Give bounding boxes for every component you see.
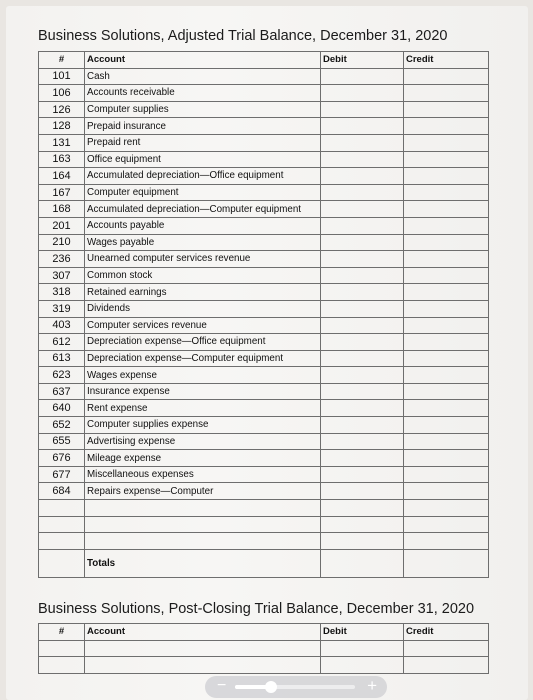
account-name <box>85 516 321 533</box>
credit-cell[interactable] <box>404 500 489 517</box>
account-number: 168 <box>39 201 85 218</box>
header-credit: Credit <box>404 52 489 69</box>
credit-cell[interactable] <box>404 450 489 467</box>
credit-cell[interactable] <box>404 184 489 201</box>
table-row <box>39 251 489 268</box>
debit-cell[interactable] <box>321 118 404 135</box>
account-name: Miscellaneous expenses <box>85 466 321 483</box>
debit-cell[interactable] <box>321 383 404 400</box>
account-number: 131 <box>39 134 85 151</box>
credit-cell[interactable] <box>404 350 489 367</box>
credit-cell[interactable] <box>404 334 489 351</box>
header-account: Account <box>85 624 321 641</box>
account-name[interactable] <box>85 640 321 657</box>
table-row <box>39 657 489 674</box>
debit-cell[interactable] <box>321 68 404 85</box>
table-row <box>39 118 489 135</box>
table-row <box>39 201 489 218</box>
account-number: 307 <box>39 267 85 284</box>
debit-cell[interactable] <box>321 483 404 500</box>
account-name: Office equipment <box>85 151 321 168</box>
header-debit: Debit <box>321 52 404 69</box>
table-row <box>39 483 489 500</box>
account-number <box>39 657 85 674</box>
credit-cell[interactable] <box>404 516 489 533</box>
account-name: Cash <box>85 68 321 85</box>
header-account: Account <box>85 52 321 69</box>
totals-number <box>39 549 85 577</box>
account-number: 652 <box>39 417 85 434</box>
account-name: Prepaid rent <box>85 134 321 151</box>
credit-cell[interactable] <box>404 68 489 85</box>
account-name <box>85 500 321 517</box>
credit-cell[interactable] <box>404 134 489 151</box>
credit-cell[interactable] <box>404 201 489 218</box>
credit-cell[interactable] <box>404 300 489 317</box>
account-number: 128 <box>39 118 85 135</box>
account-name: Accumulated depreciation—Office equipment <box>85 168 321 185</box>
account-name: Depreciation expense—Office equipment <box>85 334 321 351</box>
account-number <box>39 516 85 533</box>
account-number: 613 <box>39 350 85 367</box>
debit-cell[interactable] <box>321 134 404 151</box>
account-number <box>39 533 85 550</box>
debit-cell[interactable] <box>321 300 404 317</box>
credit-cell[interactable] <box>404 483 489 500</box>
table-row <box>39 134 489 151</box>
account-name: Prepaid insurance <box>85 118 321 135</box>
credit-cell[interactable] <box>404 267 489 284</box>
account-name: Unearned computer services revenue <box>85 251 321 268</box>
table-header-row <box>39 52 489 69</box>
table-row <box>39 400 489 417</box>
credit-cell[interactable] <box>404 400 489 417</box>
account-name: Computer supplies <box>85 101 321 118</box>
credit-cell[interactable] <box>404 533 489 550</box>
debit-cell[interactable] <box>321 640 404 657</box>
account-name: Advertising expense <box>85 433 321 450</box>
debit-cell[interactable] <box>321 184 404 201</box>
account-number: 106 <box>39 85 85 102</box>
account-name[interactable] <box>85 657 321 674</box>
account-name: Accounts receivable <box>85 85 321 102</box>
account-number: 655 <box>39 433 85 450</box>
account-name: Computer supplies expense <box>85 417 321 434</box>
account-number: 210 <box>39 234 85 251</box>
debit-cell[interactable] <box>321 433 404 450</box>
debit-cell[interactable] <box>321 234 404 251</box>
debit-cell[interactable] <box>321 85 404 102</box>
table-row <box>39 533 489 550</box>
table-row <box>39 450 489 467</box>
debit-cell[interactable] <box>321 533 404 550</box>
credit-cell[interactable] <box>404 217 489 234</box>
table-row <box>39 68 489 85</box>
account-number: 319 <box>39 300 85 317</box>
credit-cell[interactable] <box>404 640 489 657</box>
account-number: 163 <box>39 151 85 168</box>
account-number: 677 <box>39 466 85 483</box>
account-number: 623 <box>39 367 85 384</box>
account-name: Computer services revenue <box>85 317 321 334</box>
credit-cell[interactable] <box>404 234 489 251</box>
account-number: 201 <box>39 217 85 234</box>
credit-cell[interactable] <box>404 101 489 118</box>
account-name: Computer equipment <box>85 184 321 201</box>
table-header-row <box>39 624 489 641</box>
header-number: # <box>39 624 85 641</box>
credit-cell[interactable] <box>404 284 489 301</box>
adjusted-trial-balance-title: Business Solutions, Adjusted Trial Balance, December 31, 2020 <box>38 28 448 44</box>
account-name: Rent expense <box>85 400 321 417</box>
credit-cell[interactable] <box>404 367 489 384</box>
credit-cell[interactable] <box>404 433 489 450</box>
debit-cell[interactable] <box>321 400 404 417</box>
debit-cell[interactable] <box>321 350 404 367</box>
table-row <box>39 151 489 168</box>
credit-cell[interactable] <box>404 417 489 434</box>
table-row <box>39 168 489 185</box>
adjusted-trial-balance-table <box>38 51 489 578</box>
zoom-track[interactable] <box>235 685 355 689</box>
table-row <box>39 433 489 450</box>
credit-cell[interactable] <box>404 168 489 185</box>
credit-cell[interactable] <box>404 85 489 102</box>
debit-cell[interactable] <box>321 450 404 467</box>
table-row <box>39 466 489 483</box>
debit-cell[interactable] <box>321 657 404 674</box>
account-name <box>85 533 321 550</box>
table-row <box>39 640 489 657</box>
debit-cell[interactable] <box>321 417 404 434</box>
debit-cell[interactable] <box>321 101 404 118</box>
table-row <box>39 217 489 234</box>
table-row <box>39 234 489 251</box>
debit-cell[interactable] <box>321 466 404 483</box>
account-name: Accounts payable <box>85 217 321 234</box>
zoom-slider[interactable] <box>205 676 387 698</box>
table-row <box>39 334 489 351</box>
account-number: 676 <box>39 450 85 467</box>
table-row <box>39 284 489 301</box>
account-number: 318 <box>39 284 85 301</box>
account-number: 126 <box>39 101 85 118</box>
account-name: Repairs expense—Computer <box>85 483 321 500</box>
table-row <box>39 184 489 201</box>
account-name: Dividends <box>85 300 321 317</box>
debit-cell[interactable] <box>321 267 404 284</box>
post-closing-table <box>38 623 489 674</box>
account-number: 637 <box>39 383 85 400</box>
account-name: Insurance expense <box>85 383 321 400</box>
credit-cell[interactable] <box>404 657 489 674</box>
account-number: 612 <box>39 334 85 351</box>
debit-cell[interactable] <box>321 284 404 301</box>
credit-cell[interactable] <box>404 383 489 400</box>
debit-total-cell[interactable] <box>321 549 404 577</box>
header-credit: Credit <box>404 624 489 641</box>
table-row <box>39 317 489 334</box>
account-number: 640 <box>39 400 85 417</box>
post-closing-title: Business Solutions, Post-Closing Trial Balance, December 31, 2020 <box>38 601 475 617</box>
totals-label: Totals <box>85 549 321 577</box>
table-row <box>39 383 489 400</box>
account-number: 167 <box>39 184 85 201</box>
debit-cell[interactable] <box>321 151 404 168</box>
account-number <box>39 500 85 517</box>
account-number: 236 <box>39 251 85 268</box>
account-number: 403 <box>39 317 85 334</box>
debit-cell[interactable] <box>321 168 404 185</box>
account-name: Retained earnings <box>85 284 321 301</box>
account-name: Accumulated depreciation—Computer equipment <box>85 201 321 218</box>
account-name: Mileage expense <box>85 450 321 467</box>
totals-row <box>39 549 489 577</box>
credit-cell[interactable] <box>404 118 489 135</box>
debit-cell[interactable] <box>321 334 404 351</box>
account-number: 164 <box>39 168 85 185</box>
table-row <box>39 417 489 434</box>
table-row <box>39 85 489 102</box>
table-row <box>39 500 489 517</box>
table-row <box>39 267 489 284</box>
credit-cell[interactable] <box>404 466 489 483</box>
account-name: Common stock <box>85 267 321 284</box>
debit-cell[interactable] <box>321 500 404 517</box>
debit-cell[interactable] <box>321 317 404 334</box>
credit-cell[interactable] <box>404 151 489 168</box>
credit-cell[interactable] <box>404 251 489 268</box>
debit-cell[interactable] <box>321 367 404 384</box>
table-row <box>39 300 489 317</box>
credit-total-cell[interactable] <box>404 549 489 577</box>
table-row <box>39 350 489 367</box>
zoom-out-button[interactable]: − <box>217 677 227 694</box>
debit-cell[interactable] <box>321 201 404 218</box>
credit-cell[interactable] <box>404 317 489 334</box>
account-name: Wages payable <box>85 234 321 251</box>
account-number: 101 <box>39 68 85 85</box>
zoom-in-button[interactable]: + <box>367 676 377 695</box>
table-row <box>39 516 489 533</box>
account-number <box>39 640 85 657</box>
table-row <box>39 367 489 384</box>
debit-cell[interactable] <box>321 251 404 268</box>
account-name: Depreciation expense—Computer equipment <box>85 350 321 367</box>
account-name: Wages expense <box>85 367 321 384</box>
header-number: # <box>39 52 85 69</box>
debit-cell[interactable] <box>321 516 404 533</box>
header-debit: Debit <box>321 624 404 641</box>
table-row <box>39 101 489 118</box>
account-number: 684 <box>39 483 85 500</box>
debit-cell[interactable] <box>321 217 404 234</box>
zoom-knob[interactable] <box>265 681 277 693</box>
